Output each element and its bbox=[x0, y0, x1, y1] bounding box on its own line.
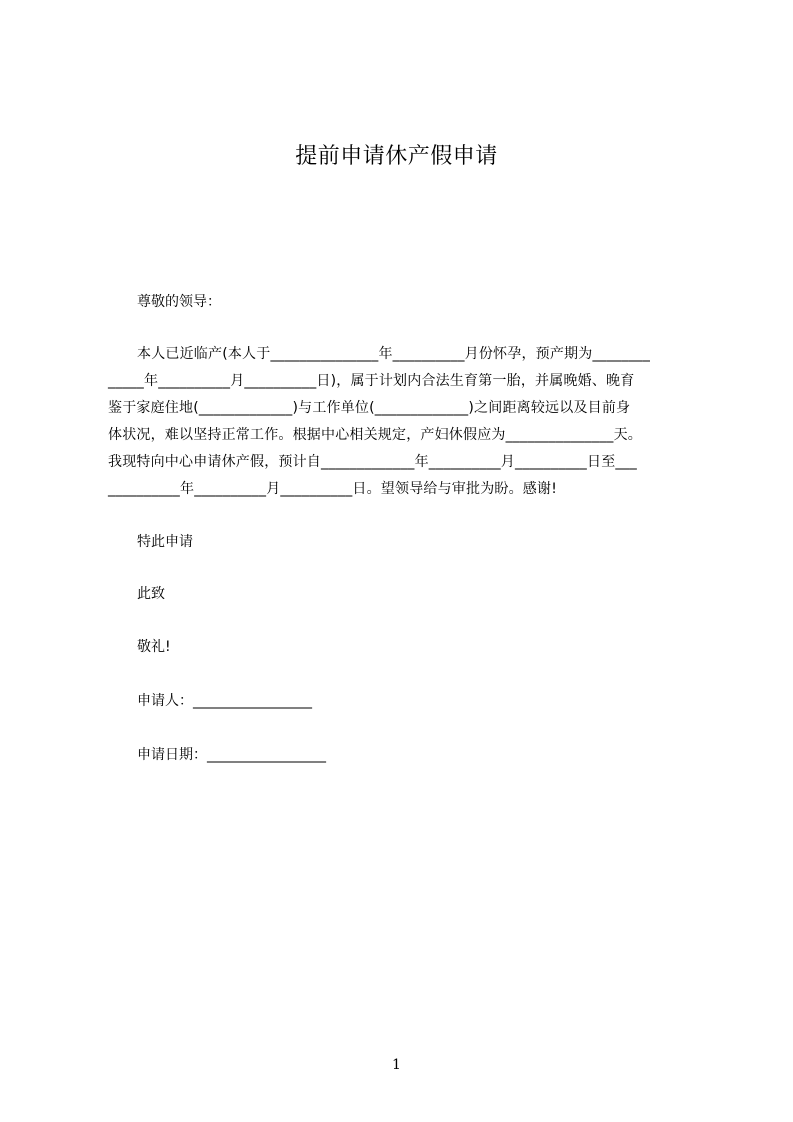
body-line-4: 体状况，难以坚持正常工作。根据中心相关规定，产妇休假应为_______________天。 bbox=[108, 427, 642, 443]
applicant-field: 申请人：_________________ bbox=[137, 693, 312, 709]
body-line-5: 我现特向中心申请休产假，预计自_____________年__________月__________日至___ bbox=[108, 454, 637, 470]
body-line-2: _____年__________月__________日)，属于计划内合法生育第一胎，并属晚婚、晚育 bbox=[108, 373, 635, 389]
body-line-1: 本人已近临产(本人于_______________年__________月份怀孕，预产期为________ bbox=[137, 346, 651, 362]
closing-regards: 此致 bbox=[137, 586, 165, 602]
document-title: 提前申请休产假申请 bbox=[295, 144, 498, 169]
body-line-6: __________年__________月__________日。望领导给与审批为盼。感谢! bbox=[108, 481, 558, 497]
closing-salute: 敬礼! bbox=[137, 639, 171, 655]
page-number: 1 bbox=[392, 1057, 401, 1073]
salutation: 尊敬的领导： bbox=[137, 294, 221, 310]
closing-special-request: 特此申请 bbox=[137, 534, 193, 550]
application-date-field: 申请日期：_________________ bbox=[137, 747, 326, 763]
body-line-3: 鉴于家庭住地(_____________)与工作单位(_____________)之间距离较远以及目前身 bbox=[108, 400, 631, 416]
